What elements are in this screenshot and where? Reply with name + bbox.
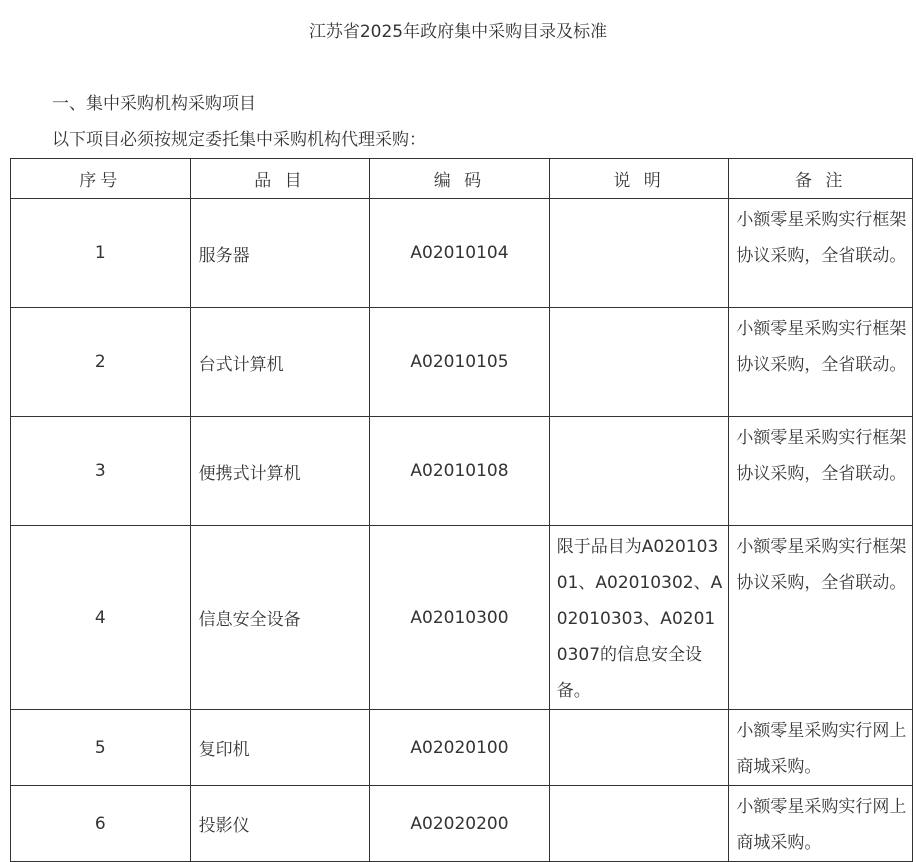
- procurement-table: [10, 158, 913, 862]
- header-index: 序号: [11, 159, 191, 199]
- cell-index: 6: [11, 786, 191, 862]
- cell-description: [549, 199, 729, 308]
- cell-index: 5: [11, 710, 191, 786]
- document-title: 江苏省2025年政府集中采购目录及标准: [308, 22, 608, 42]
- cell-index: 1: [11, 199, 191, 308]
- section-heading: 一、集中采购机构采购项目: [52, 94, 256, 114]
- table-row: [11, 710, 913, 786]
- table-row: [11, 786, 913, 862]
- table-row: [11, 199, 913, 308]
- cell-item: 复印机: [190, 710, 370, 786]
- cell-remark: 小额零星采购实行框架协议采购，全省联动。: [729, 526, 913, 710]
- cell-item: 便携式计算机: [190, 417, 370, 526]
- table-row: [11, 308, 913, 417]
- header-code: 编 码: [370, 159, 550, 199]
- cell-code: A02010104: [370, 199, 550, 308]
- cell-description: [549, 417, 729, 526]
- cell-index: 2: [11, 308, 191, 417]
- cell-remark: 小额零星采购实行网上商城采购。: [729, 710, 913, 786]
- cell-code: A02010300: [370, 526, 550, 710]
- cell-remark: 小额零星采购实行框架协议采购，全省联动。: [729, 199, 913, 308]
- cell-code: A02020100: [370, 710, 550, 786]
- cell-item: 信息安全设备: [190, 526, 370, 710]
- section-intro: 以下项目必须按规定委托集中采购机构代理采购：: [52, 130, 426, 150]
- header-remark: 备 注: [729, 159, 913, 199]
- cell-description: 限于品目为A02010301、A02010302、A02010303、A02010307的信息安全设备。: [549, 526, 729, 710]
- cell-code: A02010105: [370, 308, 550, 417]
- cell-description: [549, 710, 729, 786]
- header-item: 品 目: [190, 159, 370, 199]
- table-header-row: [11, 159, 913, 199]
- cell-item: 投影仪: [190, 786, 370, 862]
- cell-remark: 小额零星采购实行网上商城采购。: [729, 786, 913, 862]
- table-row: [11, 417, 913, 526]
- cell-index: 3: [11, 417, 191, 526]
- cell-item: 服务器: [190, 199, 370, 308]
- cell-code: A02010108: [370, 417, 550, 526]
- table-row: [11, 526, 913, 710]
- cell-index: 4: [11, 526, 191, 710]
- cell-description: [549, 786, 729, 862]
- cell-remark: 小额零星采购实行框架协议采购，全省联动。: [729, 417, 913, 526]
- cell-item: 台式计算机: [190, 308, 370, 417]
- cell-remark: 小额零星采购实行框架协议采购，全省联动。: [729, 308, 913, 417]
- cell-code: A02020200: [370, 786, 550, 862]
- header-description: 说 明: [549, 159, 729, 199]
- cell-description: [549, 308, 729, 417]
